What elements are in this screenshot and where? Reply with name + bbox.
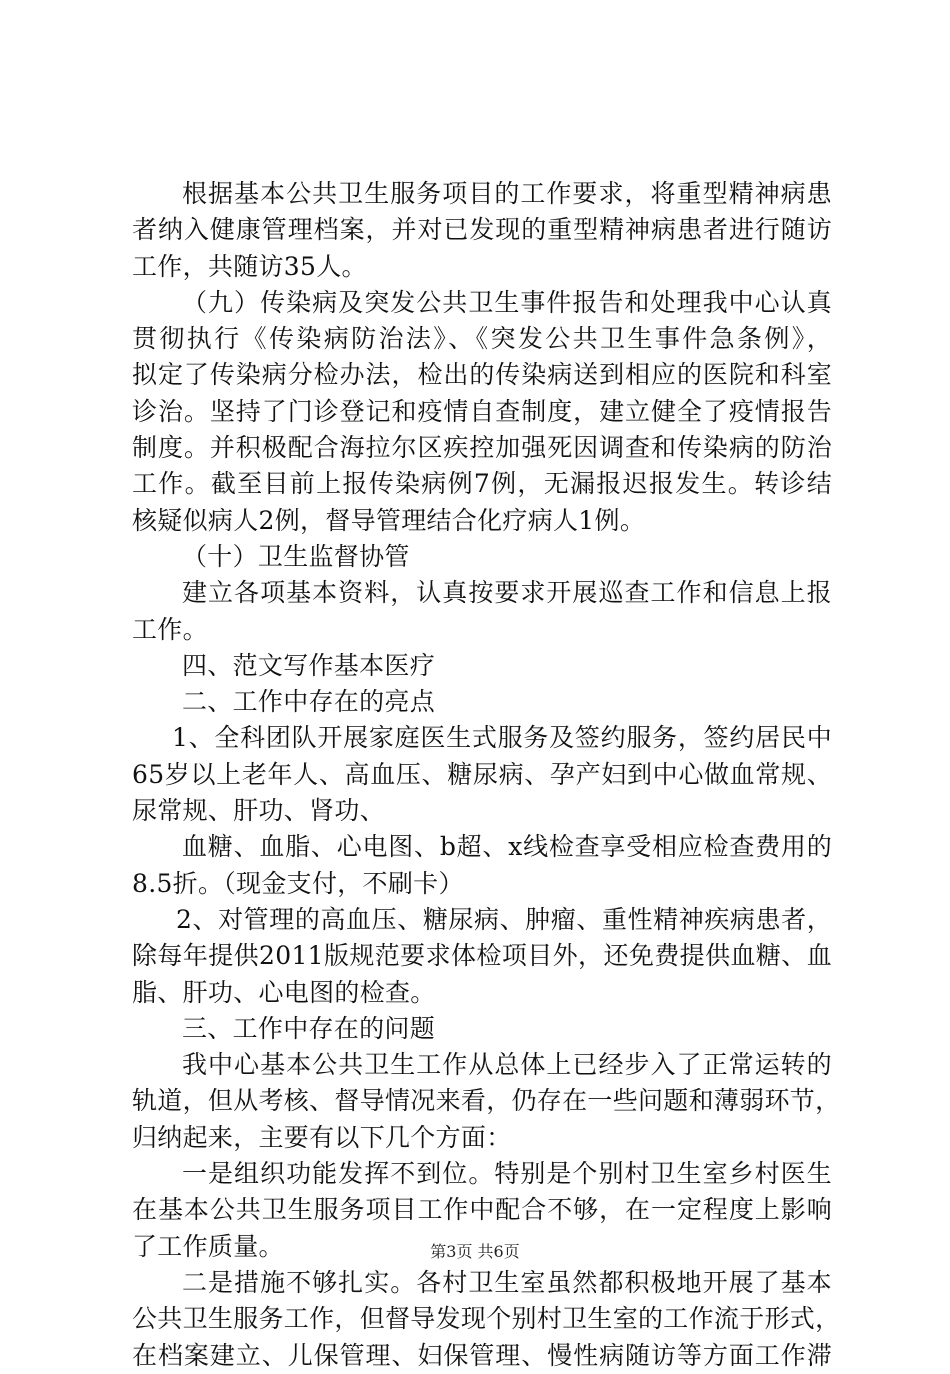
text-line: 尿常规、肝功、肾功、 (132, 796, 386, 826)
text-line: 公共卫生服务工作，但督导发现个别村卫生室的工作流于形式， (132, 1304, 841, 1334)
document-body (132, 176, 841, 1374)
text-line: （十）卫生监督协管 (182, 541, 410, 571)
text-line: 建立各项基本资料，认真按要求开展巡查工作和信息上报 (182, 578, 832, 608)
text-line: 除每年提供2011版规范要求体检项目外，还免费提供血糖、血 (132, 941, 832, 971)
text-line: 1、全科团队开展家庭医生式服务及签约服务，签约居民中 (172, 723, 832, 753)
text-line: 四、范文写作基本医疗 (182, 650, 436, 680)
text-line: 根据基本公共卫生服务项目的工作要求，将重型精神病患 (182, 179, 832, 208)
text-line: 在档案建立、儿保管理、妇保管理、慢性病随访等方面工作滞 (132, 1340, 832, 1370)
text-line: 工作，共随访35人。 (132, 251, 367, 281)
text-line: 者纳入健康管理档案，并对已发现的重型精神病患者进行随访 (132, 215, 832, 245)
text-line: 二是措施不够扎实。各村卫生室虽然都积极地开展了基本 (182, 1267, 832, 1297)
text-line: 贯彻执行《传染病防治法》、《突发公共卫生事件急条例》， (132, 324, 832, 354)
text-line: 一是组织功能发挥不到位。特别是个别村卫生室乡村医生 (182, 1159, 832, 1189)
text-line: 二、工作中存在的亮点 (182, 687, 436, 717)
text-line: 2、对管理的高血压、糖尿病、肿瘤、重性精神疾病患者， (176, 904, 832, 934)
text-line: 拟定了传染病分检办法，检出的传染病送到相应的医院和科室 (132, 360, 832, 390)
text-line: 了工作质量。 (132, 1231, 284, 1261)
text-line: 8.5折。（现金支付，不刷卡） (132, 868, 464, 898)
text-line: 归纳起来，主要有以下几个方面： (132, 1122, 512, 1152)
text-line: 65岁以上老年人、高血压、糖尿病、孕产妇到中心做血常规、 (132, 759, 832, 789)
text-line: 诊治。坚持了门诊登记和疫情自查制度，建立健全了疫情报告 (132, 396, 832, 426)
text-line: 三、工作中存在的问题 (182, 1013, 436, 1043)
text-line: 在基本公共卫生服务项目工作中配合不够，在一定程度上影响 (132, 1195, 832, 1225)
text-line: 脂、肝功、心电图的检查。 (132, 977, 436, 1007)
page-number-label: 第3页 共6页 (430, 1242, 520, 1261)
text-line: （九）传染病及突发公共卫生事件报告和处理我中心认真 (182, 287, 832, 317)
page-footer (0, 1242, 950, 1262)
text-line: 工作。截至目前上报传染病例7例，无漏报迟报发生。转诊结 (132, 469, 832, 499)
text-line: 工作。 (132, 614, 208, 644)
text-line: 我中心基本公共卫生工作从总体上已经步入了正常运转的 (182, 1050, 832, 1080)
text-line: 轨道，但从考核、督导情况来看，仍存在一些问题和薄弱环节， (132, 1086, 841, 1116)
text-line: 核疑似病人2例，督导管理结合化疗病人1例。 (132, 505, 646, 535)
text-line: 制度。并积极配合海拉尔区疾控加强死因调查和传染病的防治 (132, 433, 832, 463)
text-line: 血糖、血脂、心电图、b超、x线检查享受相应检查费用的 (182, 832, 832, 862)
